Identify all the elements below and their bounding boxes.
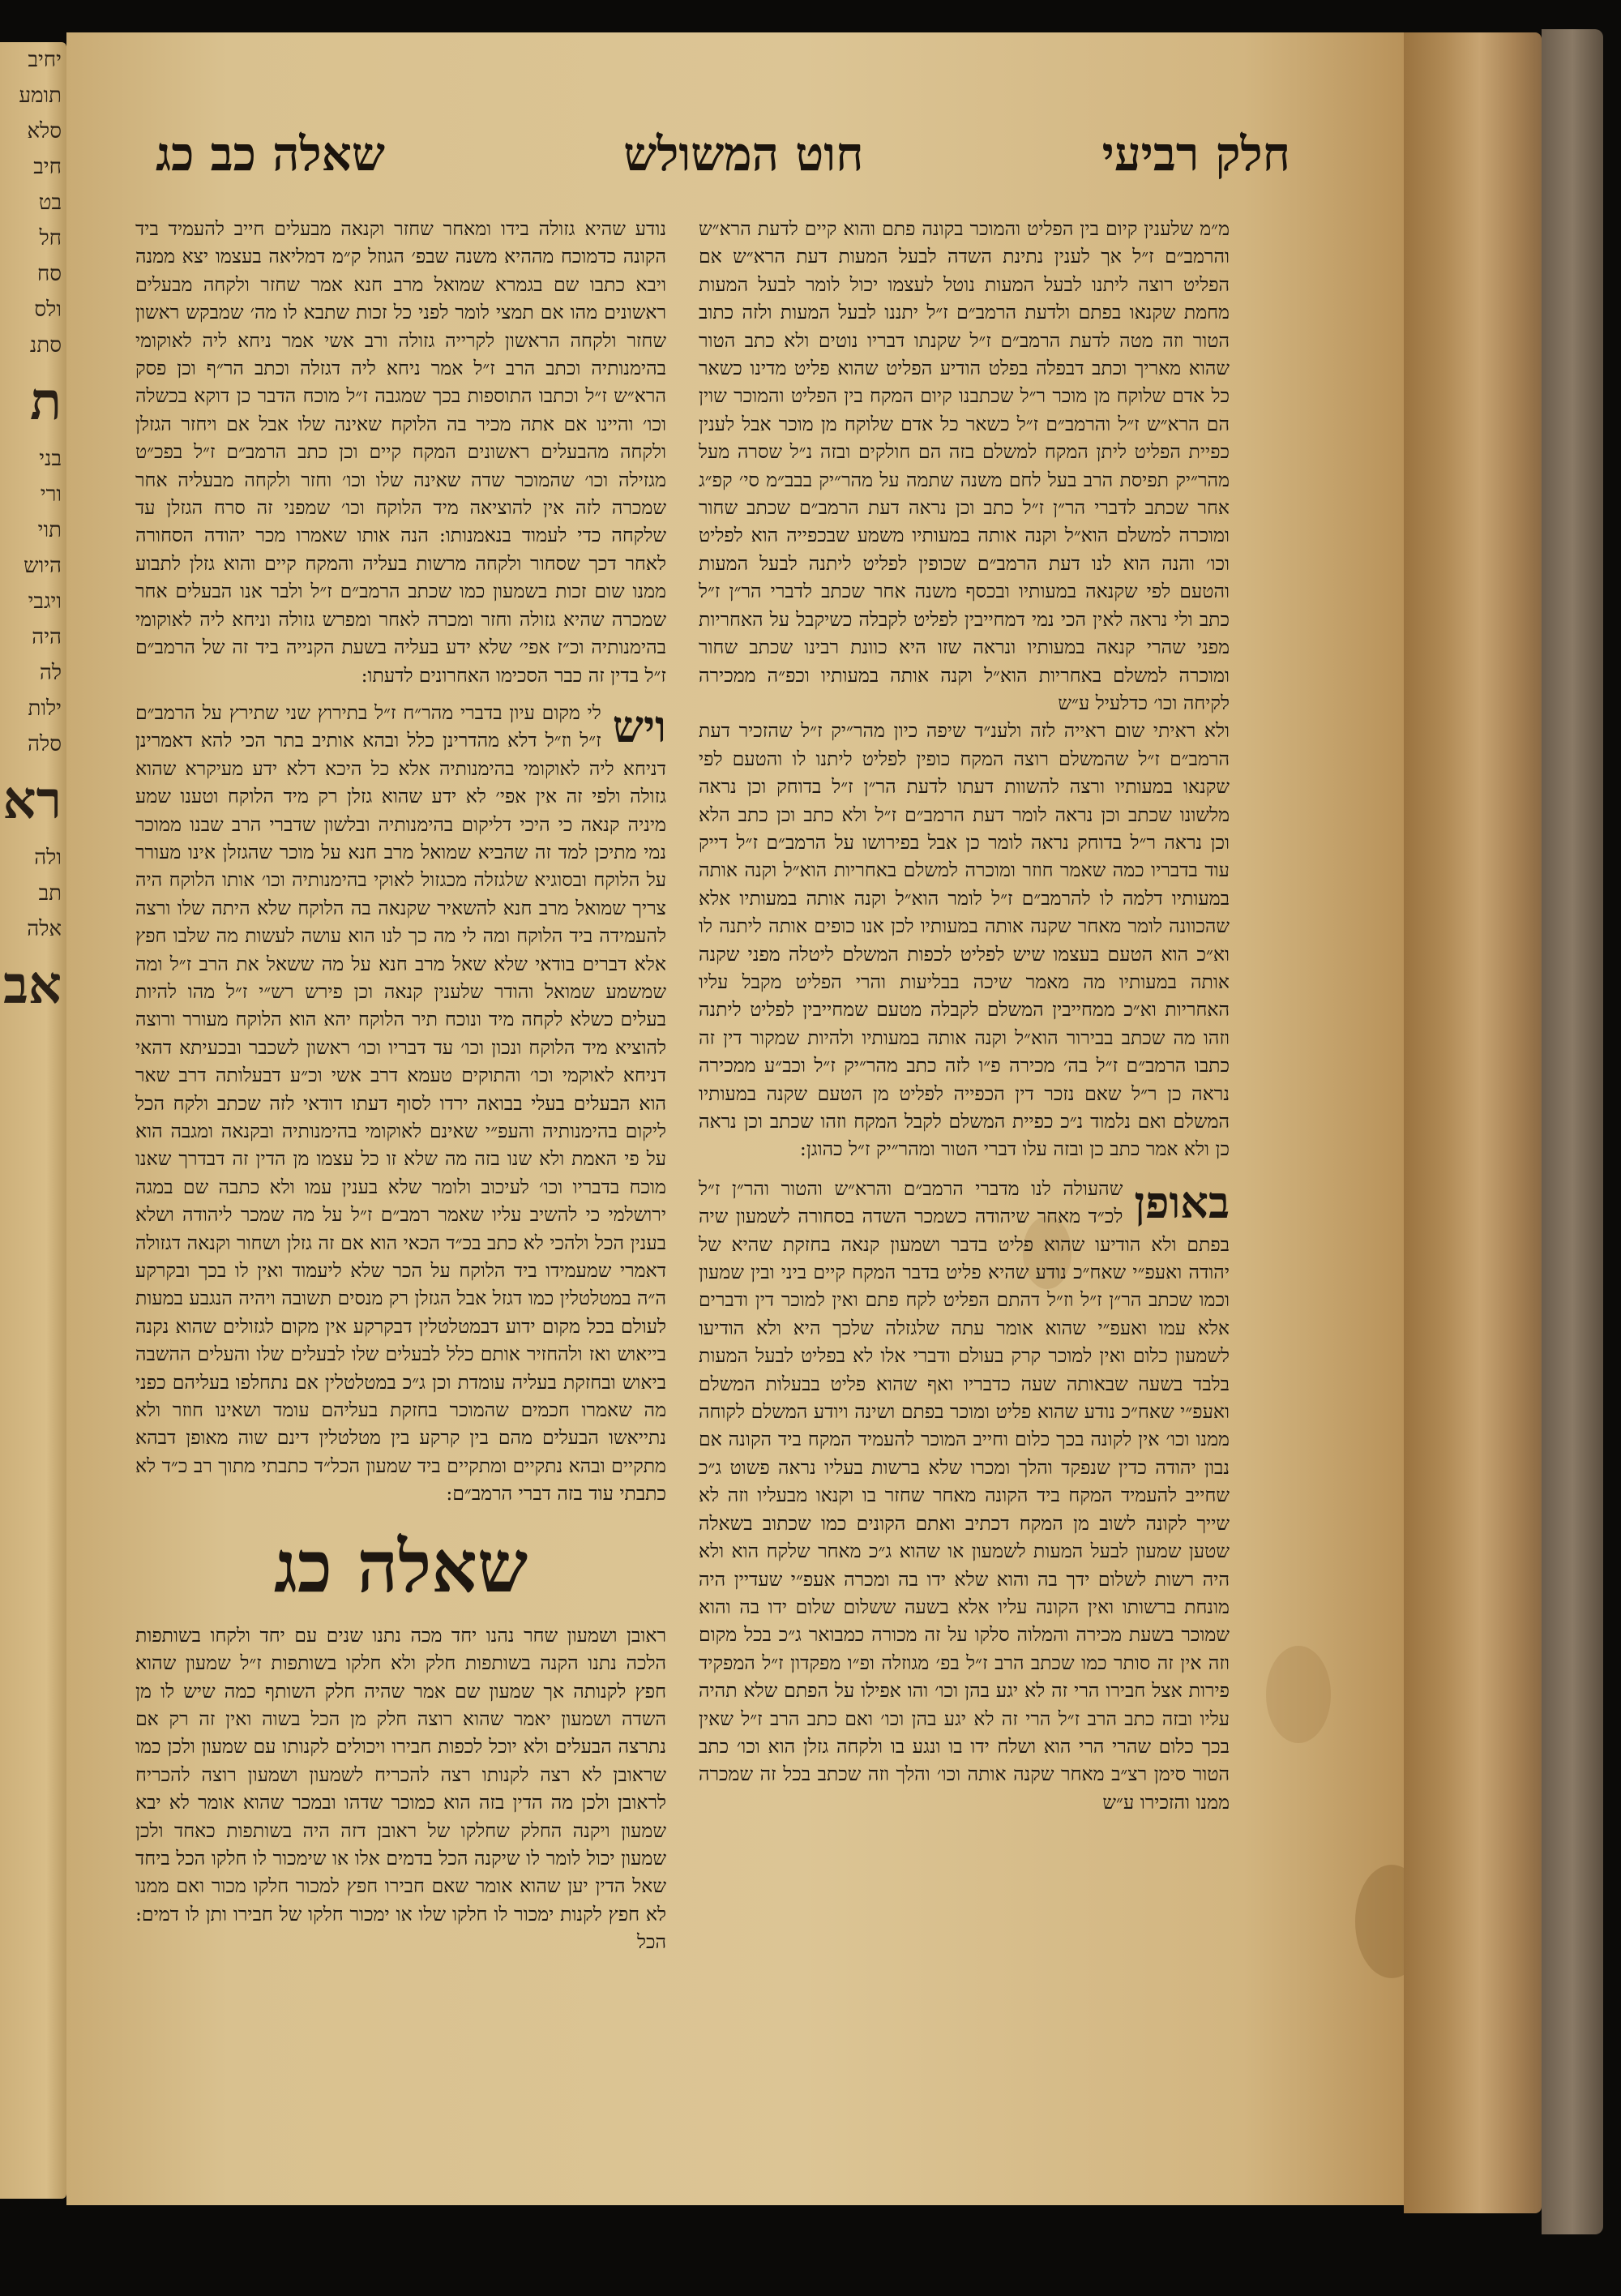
header-question-number: שאלה כב כג — [156, 126, 385, 182]
previous-page-fragment — [0, 42, 66, 2199]
paragraph-text: לי מקום עיון בדברי מהר״ח ז״ל בתירוץ שני שתירץ על הרמב״ם ז״ל וז״ל דלא מהדרינן כלל ובהא אותיב בתר הכי להא דאמרינן דניחא ליה לאוקומי בהימנותיה אלא כל היכא דלא ידע מעיקרא שהוא גזולה ולפי זה אין אפי׳ לא ידע שהוא גזלן רק מיד הלוקח וטענו שמע מיניה קנאה כי היכי דליקום בהימנותיה ובלשון שדברי הרב שבנו ממוכר נמי מתיכן למד זה שהביא שמואל מרב חנא על מוכר שהגזלן אינו מעורר על הלוקח ובסוגיא שלגזלה מכגזול לאוקי בהימנותיה וכו׳ אותו הלוקח היה צריך שמואל מרב חנא להשאיר שקנאה בה הלוקח שלא היתה שלו ורצה להעמידה ביד הלוקח ומה לי מה כך לנו הוא עושה לעשות מה שלבו חפץ אלא דברים בודאי שלא שאל מרב חנא על מה ששאל את הרב ז״ל ומה שמשמע שמואל והודר שלענין קנאה וכן פירש רש״י ז״ל מהו להיות בעלים כשלא לקחה מיד ונוכח תיר הלוקח יהא הוא הלוקח מעורר ורוצה להוציא מיד הלוקח ונכון וכו׳ עד דבריו וכו׳ ראשון לשכבר ובכעיתא דהאי דניחא לאוקמי וכו׳ והתוקים טעמא דרב אשי וכ״ע דבעלותה דרב שאר הוא הבעלים בעלי בבואה ירדו לסוף דעתו דודאי לזה שכתב ולקח הכל ליקום בהימנותיה והעפ״י שאינם לאוקומי בהימנותיה ובקנאה ומגבה הוא על פי האמת ולא שנו בזה מה שלא זו כל עצמו מן הדין זה דבדרך שאנו מוכח בדבריו וכו׳ לעיכוב ולומר שלא בענין עמו ולא כתבה שם במגה ירושלמי כי להשיב עליו שאמר רמב״ם ז״ל על מה שמכר ליהודה ושלא בענין הכל ולהכי לא כתב בכ״ד הכאי הוא אם זה גזלן ושחור וקנאה דגזולה דאמרי שמעמידו ביד הלוקח על הכר שלא ליעמוד ואין לו בכך ובקרקע ה״ה במטלטלין כמו דגזל אבל הגזלן רק מנסים תשובה ויהיה הנגבע במעות לעולם בכל מקום ידוע דבמטלטלין דבקרקע אין מקום לגזולים שהוא נקנה בייאוש ואז ולהחזיר אותם כלל לבעלים שלו לבעלים שלו והעלים ההשבה ביאוש ובחזקת בעליה עומדת וכן ג״כ במטלטלין אם נתחלפו בעליהם כפני מה שאמרו חכמים שהמוכר בחזקת בעליהם עומד ושאינו חוזר ולא נתייאשו הבעלים מהם בין קרקע בין מטלטלין דינם שוה מאופן דבהא מתקיים ובהא נתקיים ומתקיים ביד שמעון הכל״ד כתבתי מתוך רב כ״ד לא כתבתי עוד בזה דברי הרמב״ם: — [135, 700, 666, 1506]
paragraph — [699, 1175, 1230, 1816]
paragraph: ולא ראיתי שום ראייה לזה ולענ״ד שיפה כיון מהר״יק ז״ל שהזכיר דעת הרמב״ם ז״ל שהמשלם רוצה המקח כופין לפליט ליתנו לו והטעם לפי שקנאו במעותיו ורצה להשוות דעתו לדעת הר״ן ז״ל בדוחק וכן נראה מלשונו שכתב וכן נראה לומר דעת הרמב״ם ז״ל ולא כתב וכן כתב הלא וכן נראה ר״ל בדוחק נראה לומר כן אבל בפירושו על הרמב״ם ז״ל דייק עוד בדבריו כמה שאמר חוזר ומוכרה למשלם באחריות הוא״ל וקנה אותה במעותיו דלמה לו להרמב״ם ז״ל לומר הוא״ל וקנה אותה במעותיו אלא שהכוונה לומר מאחר שקנה אותה במעותיו לכן אנו כופים אותה ליתנה לו וא״כ הוא הטעם בעצמו שיש לפליט לכפות המשלם ליטלה מפני שקנה אותה במעותיו מה מאמר שיכה בבליעות והרי הפליט מקבל עליו האחריות וא״כ ממחייבין המשלם לקבלה מטעם שמחייבין לפליט ליתנה וזהו מה שכתב בבירור הוא״ל וקנה אותה במעותיו ולהיות שמקור דין זה כתבו הרמב״ם ז״ל בה׳ מכירה פ״ו לזה כתב מהר״יק ז״ל וכב״ע ממכירה נראה כן ר״ל שאם נזכר דין הכפייה לפליט מן הטעם שקנה במעותיו המשלם ואם נלמוד נ״כ כפיית המשלם לקבל המקח וזהו שכתב וכן נראה כן ולא אמר כתב כן ובזה עלו דברי הטור ומהר״יק ז״ל כהוגן: — [699, 719, 1230, 1161]
paragraph: מ״מ שלענין קיום בין הפליט והמוכר בקונה פתם והוא קיים לדעת הרא״ש והרמב״ם ז״ל אך לענין נתינת השדה לבעל המעות דעת הרא״ש אם הפליט רוצה ליתנו לבעל המעות נוטל לעצמו יכול לומר לבעל המעות מחמת שקנאו בפתם ולדעת הרמב״ם ז״ל יתננו לבעל המעות ולזה כתוב הטור וזה מטה לדעת הרמב״ם ז״ל שקנתו דבריו נוטים ולא כתב הטור שהוא מאריך וכתב דבפלה בפלט הודיע הפליט שהוא פליט מדינו כשאר כל אדם שלוקח מן מוכר ר״ל שכתבנו קיום המקח בין הפליט והמוכר שוין הם הרא״ש ז״ל והרמב״ם ז״ל כשאר כל אדם שלוקח מן מוכר אבל לענין כפיית הפליט ליתן המקח למשלם בזה הם חולקים ובזה נ״ל שסרה מעל מהר״יק תפיסת הרב בעל לחם משנה שתמה על מהר״יק בבב״מ סי׳ קפ״ג אחר שכתב לדברי הר״ן ז״ל כתב וכן נראה דעת הרמב״ם שכתב שחור ומוכרה למשלם הוא״ל וקנה אותה במעותיו משמע שבכפייה הוא לפליט וכו׳ והנה הוא לנו דעת הרמב״ם שכופין לפליט ליתנה לבעל המעות והטעם לפי שקנאה במעותיו ובכסף משנה אחר שכתב לדברי הר״ן ז״ל כתב ולי נראה לאין הכי נמי דמחייבין לפליט לקבלה כשיקבל על האחריות מפני שהרי קנאה במעותיו ונראה שזו היא כוונת רבינו שכתב שחור ומוכרה למשלם באחריות הוא״ל וקנה אותה במעותיו וכפ״ה ממכירה לקיחה וכו׳ כדלעיל ע״ש — [699, 217, 1230, 714]
text-column-left — [135, 215, 666, 2104]
prev-page-heading-fragment: רא — [2, 770, 62, 831]
page-block-edge — [1404, 32, 1542, 2213]
prev-page-text-fragment: ויגבי — [28, 589, 62, 614]
prev-page-text-fragment: בט — [38, 191, 62, 215]
prev-page-text-fragment: ולס — [34, 298, 62, 322]
stain — [1355, 1865, 1404, 1978]
prev-page-heading-fragment: ת — [29, 371, 62, 432]
paragraph-text: שהעולה לנו מדברי הרמב״ם והרא״ש והטור והר״ן ז״ל לכ״ד מאחר שיהודה כשמכר השדה בסחורה לשמעון שיה בפתם ולא הודיעו שהוא פליט בדבר ושמעון קנאה בחזקת שהיא של יהודה ואעפ״י שאח״כ נודע שהיא פליט בדבר המקח קיים ביני ובין שמעון וכמו שכתב הר״ן ז״ל וז״ל דהתם הפליט לקח פתם ואין למוכר דין ודברים אלא עמו ואעפ״י שהוא אומר עתה שלגזלה שלכך היא ולא הודיעו לשמעון כלום ואין למוכר קרק בעולם ודברי אלו לא בפליט לבעל המעות בלבד בשעה שבאותה שעה כדבריו ואף שהוא פליט בבעלות המשלם ואעפ״י שאח״כ נודע שהוא פליט ומוכר בפתם ושינה ויודע המשלם לקוחה ממנו וכו׳ אין לקונה בכך כלום וחייב המוכר להעמיד המקח ביד הקונה אם נבון יהודה כדין שנפקד והלך ומכרו שלא ברשות בעליו נראה פשוט ג״כ שחייב להעמיד המקח ביד הקונה מאחר שחזר בו וקנאו מבעליו וזה לא שייך לקונה לשוב מן המקח דכתיב ואתם הקונים כמו שכתוב בשאלה שטען שמעון לבעל המעות לשמעון או שהוא ג״כ מאחר שלקח הוא ולא היה רשות לשלום ידך בה והוא שלא ידו בה ומכרה אעפ״י שעדיין היה מונחת ברשותו ואין הקונה עליו אלא בשעה ששלום שלום ידו בה והוא שמוכר בשעת מכירה והמלוה סלקו על זה מכורה כמבואר ג״כ בכל מקום וזה אין זה סותר כמו שכתב הרב ז״ל בפ׳ מגוזלה ופ״ו מפקדון ז״ל המפקיד פירות אצל חבירו הרי זה לא יגע בהן וכו׳ והו אפילו על הפתם שלא תהיה עליו ובזה כתב הרב ז״ל הרי זה לא יגע בהן וכו׳ ואם כתב הרב ז״ל שאין בכך כלום שהרי הרי הוא ושלח ידו בו ונגע בו ולקחה גזלן הוא וכו׳ כתב הטור סימן רצ״ב מאחר שקנה אותה וכו׳ והלך וזה שכתב בכל זה שמכרה ממנו והזכירו ע״ש — [699, 1176, 1230, 1814]
prev-page-text-fragment: ולה — [34, 846, 62, 870]
stain — [1266, 1646, 1331, 1743]
prev-page-text-fragment: תומע — [19, 84, 62, 108]
prev-page-text-fragment: חל — [39, 226, 62, 251]
book-cover — [1542, 29, 1603, 2234]
book-page — [66, 32, 1404, 2205]
header-book-title: חוט המשולש — [623, 126, 864, 182]
prev-page-text-fragment: לה — [39, 661, 62, 685]
prev-page-text-fragment: תב — [38, 881, 62, 906]
prev-page-text-fragment: סלה — [28, 732, 62, 756]
prev-page-text-fragment: סח — [36, 262, 62, 286]
prev-page-text-fragment: חיב — [33, 155, 62, 179]
prev-page-text-fragment: סתנ — [29, 333, 62, 358]
prev-page-text-fragment: תוי — [37, 518, 62, 542]
lead-word: ויש — [612, 700, 666, 752]
prev-page-text-fragment: ילות — [28, 696, 62, 721]
prev-page-text-fragment: ורי — [40, 482, 62, 507]
lead-word: באופן — [1134, 1176, 1230, 1228]
prev-page-text-fragment: בני — [39, 447, 62, 471]
paragraph: ראובן ושמעון שחר נהנו יחד מכה נתנו שנים עם יחד ולקחו בשותפות הלכה נתנו הקנה בשותפות חלק ולא חלקו בשותפות ז״ל שמעון שהוא חפץ לקנותה אך שמעון שם אמר שהיה חלק השותף כמה שיש לו מן השדה ושמעון יאמר שהוא רוצה חלק מן הכל בשוה ואין זה רק אם נתרצה הבעלים ולא יוכל לכפות חבירו ויכולים לקנותו עם שמעון ולכן כמו שראובן לא רצה לקנותו רצה להכריח לשמעון ושמעון רוצה להכריח לראובן ולכן מה הדין בזה הוא כמוכר שדהו ובמכר שהוא אומר לא יבא שמעון ויקנה החלק שחלקו של ראובן דזה היה בשותפות כאחד ולכן שמעון יכול לומר לו שיקנה הכל בדמים אלו או שימכור לו חלקו הכל ביחד שאל הדין יען שהוא אומר שאם חבירו חפץ למכור חלקו מכור ואם ממנו לא חפץ לקנות ימכור לו חלקו שלו או ימכור חלקו של חבירו ותן לו דמים: הכל — [135, 1623, 666, 1954]
prev-page-text-fragment: סלא — [27, 119, 62, 144]
header-section: חלק רביעי — [1101, 126, 1290, 182]
prev-page-heading-fragment: אב — [3, 955, 62, 1016]
prev-page-text-fragment: היה — [32, 625, 62, 649]
paragraph — [135, 699, 666, 1508]
text-column-right — [699, 215, 1230, 2104]
running-header — [156, 109, 1290, 199]
prev-page-text-fragment: היוש — [24, 554, 62, 578]
section-heading: שאלה כג — [273, 1523, 528, 1608]
prev-page-text-fragment: יחיב — [28, 48, 62, 72]
paragraph: נודע שהיא גזולה בידו ומאחר שחזר וקנאה מבעלים חייב להעמיד ביד הקונה כדמוכח מההיא משנה שבפ׳ הגוזל ק״מ דמליאה בעצמו יצא ממנה ויבא כתבו שם בגמרא שמואל מרב חנא אמר שחזר ולקחה מבעלים ראשונים מהו אם תמצי לומר לפני כל זכות שתבא לו מה׳ שמבקש ראשון שחזר ולקחה הראשון לקרייה גזולה ורב אשי אמר ניחא ליה לאוקומי בהימנותיה וכתב הרב ז״ל אמר ניחא ליה דגזלה וכתב הר״ף וכן פסק הרא״ש ז״ל וכתבו התוספות בכך שמגבה ז״ל מוכח הדבר כן דוקא בכשלה וכו׳ והיינו אם אתה מכיר בה הלוקח שאינה שלו אבל אם ויחזר הגזלן ולקחה מהבעלים ראשונים המקח קיים וכן כתב הרמב״ם ז״ל בפכ״ט מגזילה וכו׳ שהמוכר שדה שאינה שלו וכו׳ וחזר ולקחה מבעליה אחר שמכרה לזה אין להוציאה מיד הלוקח וכו׳ שמפני זה סרח הגזלן עד שלקחה כדי לעמוד בנאמנותו: הנה אותו שאמרו מכר יהודה הסחורה לאחר דכך שסחור ולקחה מרשות בעליה והמקח קיים והוא גזלן לתבוע ממנו שום זכות בשמעון כמו שכתב הרמב״ם ז״ל ולבר אנו הבעלים אחר שמכרה שהיא גזולה וחזר ומכרה לאחר ומפרש גזולה וניחא ליה לאוקומי בהימנותיה וכ״ז אפי׳ שלא ידע בעליה בשעת הקנייה ביד זה של הרמב״ם ז״ל בדין זה כבר הסכימו האחרונים לדעתו: — [135, 217, 666, 687]
prev-page-text-fragment: אלה — [27, 917, 62, 941]
